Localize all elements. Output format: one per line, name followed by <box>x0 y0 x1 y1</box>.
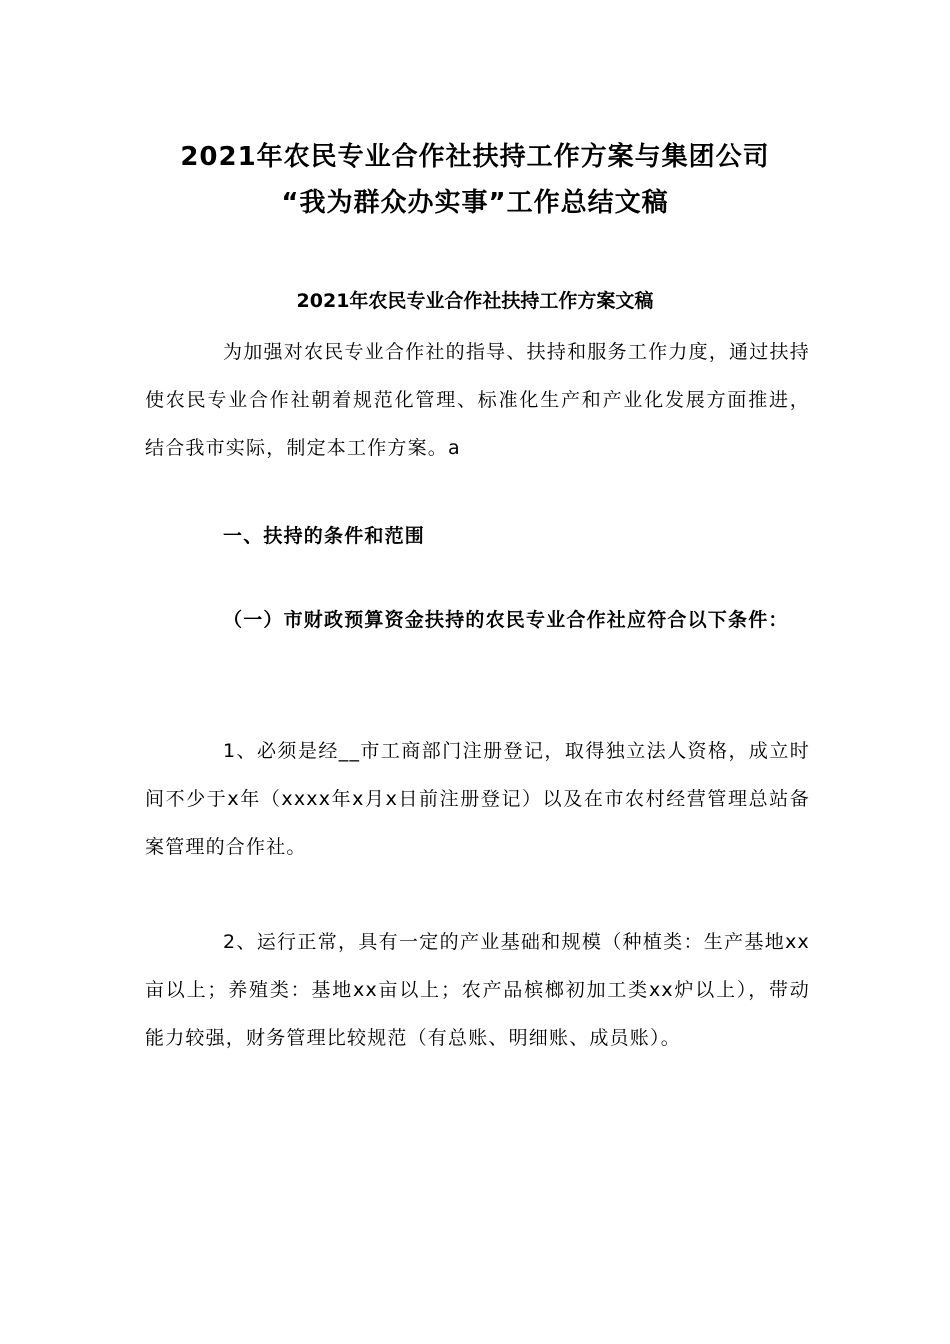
condition-item-1: 1、必须是经__市工商部门注册登记，取得独立法人资格，成立时间不少于x年（xxxx年x月x日前注册登记）以及在市农村经营管理总站备案管理的合作社。 <box>145 740 810 858</box>
section-heading-1: 一、扶持的条件和范围 <box>223 525 426 547</box>
document-title-line-1: 2021年农民专业合作社扶持工作方案与集团公司 <box>180 142 770 172</box>
subsection-heading-1: （一）市财政预算资金扶持的农民专业合作社应符合以下条件： <box>223 609 789 631</box>
section-subtitle: 2021年农民专业合作社扶持工作方案文稿 <box>296 290 654 312</box>
intro-paragraph: 为加强对农民专业合作社的指导、扶持和服务工作力度，通过扶持使农民专业合作社朝着规范化管理、标准化生产和产业化发展方面推进，结合我市实际，制定本工作方案。a <box>145 341 810 459</box>
document-title-line-2: “我为群众办实事”工作总结文稿 <box>281 188 669 218</box>
condition-item-2: 2、运行正常，具有一定的产业基础和规模（种植类：生产基地xx亩以上；养殖类：基地xx亩以上；农产品槟榔初加工类xx炉以上），带动能力较强，财务管理比较规范（有总账、明细账、成员账）。 <box>145 931 810 1049</box>
